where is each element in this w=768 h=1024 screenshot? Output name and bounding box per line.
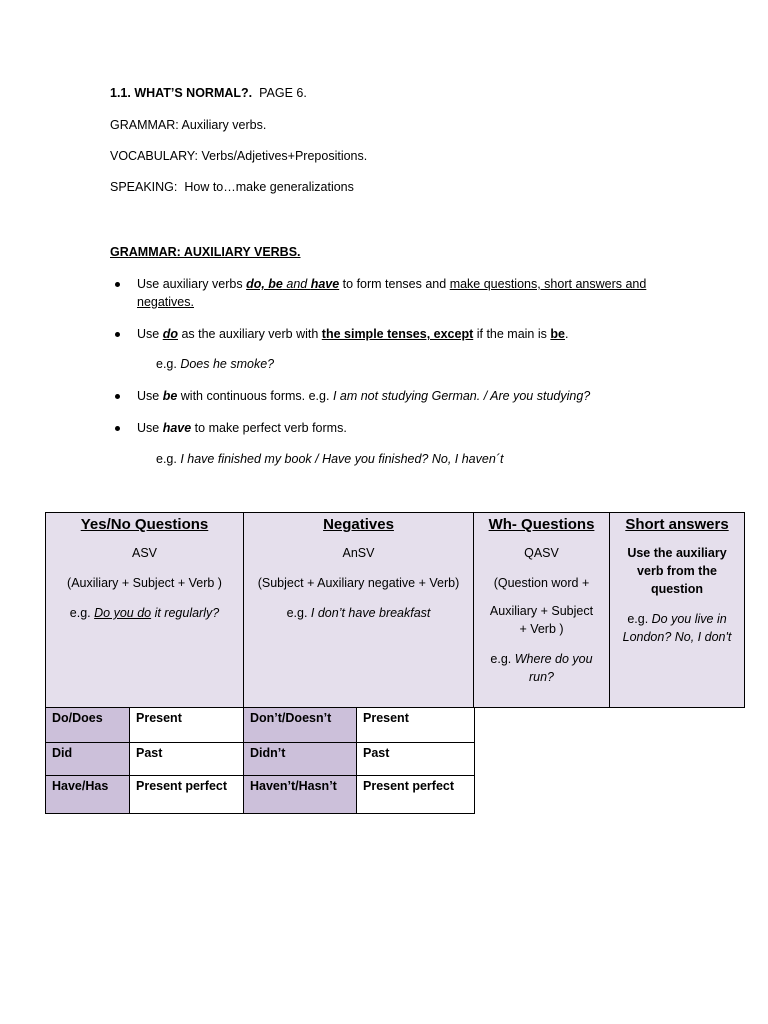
short-answers-cell xyxy=(609,512,745,708)
bullet-1 xyxy=(137,277,646,291)
b3-text: Use xyxy=(137,389,163,403)
negatives-cell xyxy=(243,512,474,708)
negatives-code: AnSV xyxy=(342,546,375,560)
negatives-formula: (Subject + Auxiliary negative + Verb) xyxy=(257,576,460,590)
eg-label: e.g. xyxy=(156,452,181,466)
vocabulary-label: VOCABULARY: xyxy=(110,149,199,163)
speaking-value: How to…make generalizations xyxy=(184,180,354,194)
b2-text-2: as the auxiliary verb with xyxy=(177,327,322,341)
forms-cell: Present xyxy=(356,707,475,743)
forms-cell: Didn’t xyxy=(243,742,357,776)
bullet-2-example xyxy=(156,357,274,371)
negatives-header: Negatives xyxy=(323,516,394,533)
b3-example: I am not studying German. / Are you studying? xyxy=(332,389,591,403)
title-bold: 1.1. WHAT’S NORMAL?. xyxy=(110,86,253,100)
wh-formula-1: (Question word + xyxy=(493,576,590,590)
b1-and: and xyxy=(282,277,311,291)
wh-example-1 xyxy=(474,650,609,668)
eg-label: e.g. xyxy=(627,612,652,626)
yes-no-header: Yes/No Questions xyxy=(80,516,209,533)
negatives-example-text: I don’t have breakfast xyxy=(310,606,431,620)
grammar-line xyxy=(110,118,266,132)
wh-code: QASV xyxy=(524,546,559,560)
b4-text: Use xyxy=(137,421,163,435)
short-desc-1: Use the auxiliary xyxy=(627,546,727,560)
auxiliary-table xyxy=(45,512,745,708)
wh-formula-2: Auxiliary + Subject xyxy=(489,604,594,618)
b2-text-3: if the main is xyxy=(473,327,551,341)
forms-cell: Present xyxy=(129,707,244,743)
bullet-1-line-2: negatives. xyxy=(137,295,194,309)
short-desc-3: question xyxy=(650,582,704,596)
yes-no-example-rest: it regularly? xyxy=(151,606,220,620)
b2-text: Use xyxy=(137,327,163,341)
b3-text-2: with continuous forms. e.g. xyxy=(177,389,333,403)
forms-cell: Haven’t/Hasn’t xyxy=(243,775,357,814)
bullet-4 xyxy=(137,421,347,435)
bullet-icon xyxy=(115,282,120,287)
b1-text: Use auxiliary verbs xyxy=(137,277,247,291)
forms-cell: Past xyxy=(129,742,244,776)
bullet-2 xyxy=(137,327,568,341)
b1-text-2: to form tenses and xyxy=(339,277,450,291)
bullet-icon xyxy=(115,394,120,399)
wh-example-text-2: run? xyxy=(528,670,555,684)
b4-have: have xyxy=(162,421,192,435)
section-heading: GRAMMAR: AUXILIARY VERBS. xyxy=(110,245,301,259)
b1-do-be: do, be xyxy=(246,277,283,291)
forms-cell: Did xyxy=(45,742,130,776)
eg-label: e.g. xyxy=(490,652,515,666)
b2-do: do xyxy=(162,327,178,341)
b3-be: be xyxy=(162,389,178,403)
wh-formula-3: + Verb ) xyxy=(519,622,564,636)
eg-label: e.g. xyxy=(156,357,181,371)
vocabulary-value: Verbs/Adjetives+Prepositions. xyxy=(201,149,368,163)
forms-cell: Past xyxy=(356,742,475,776)
short-answers-header: Short answers xyxy=(625,516,729,533)
forms-cell: Have/Has xyxy=(45,775,130,814)
example-text: Does he smoke? xyxy=(180,357,275,371)
forms-cell: Present perfect xyxy=(356,775,475,814)
yes-no-example-underlined: Do you do xyxy=(94,606,152,620)
short-example-1 xyxy=(610,610,744,628)
yes-no-code: ASV xyxy=(131,546,157,560)
b4-text-2: to make perfect verb forms. xyxy=(191,421,347,435)
wh-example-text-1: Where do you xyxy=(514,652,593,666)
forms-cell: Don’t/Doesn’t xyxy=(243,707,357,743)
bullet-3 xyxy=(137,389,590,403)
b1-underlined: make questions, short answers and xyxy=(449,277,647,291)
b2-text-4: . xyxy=(564,327,569,341)
eg-label: e.g. xyxy=(286,606,311,620)
example-text: I have finished my book / Have you finished? No, I haven´t xyxy=(180,452,504,466)
page-title xyxy=(110,86,307,100)
title-page: PAGE 6. xyxy=(259,86,307,100)
wh-header: Wh- Questions xyxy=(488,516,595,533)
b1-have: have xyxy=(310,277,340,291)
grammar-label: GRAMMAR: xyxy=(110,118,179,132)
forms-cell: Do/Does xyxy=(45,707,130,743)
speaking-label: SPEAKING: xyxy=(110,180,178,194)
b2-be: be xyxy=(550,327,565,341)
bullet-icon xyxy=(115,426,120,431)
negatives-example xyxy=(244,604,473,622)
short-example-text-1: Do you live in xyxy=(651,612,727,626)
eg-label: e.g. xyxy=(69,606,95,620)
wh-questions-cell xyxy=(473,512,610,708)
speaking-line xyxy=(110,180,354,194)
yes-no-questions-cell xyxy=(45,512,244,708)
bullet-4-example xyxy=(156,452,503,466)
forms-cell: Present perfect xyxy=(129,775,244,814)
short-example-text-2: London? No, I don't xyxy=(622,630,732,644)
b2-simple-tenses: the simple tenses, except xyxy=(321,327,474,341)
vocabulary-line xyxy=(110,149,367,163)
yes-no-formula: (Auxiliary + Subject + Verb ) xyxy=(67,576,222,590)
short-desc-2: verb from the xyxy=(637,564,717,578)
grammar-value: Auxiliary verbs. xyxy=(181,118,267,132)
bullet-icon xyxy=(115,332,120,337)
yes-no-example xyxy=(46,604,243,622)
